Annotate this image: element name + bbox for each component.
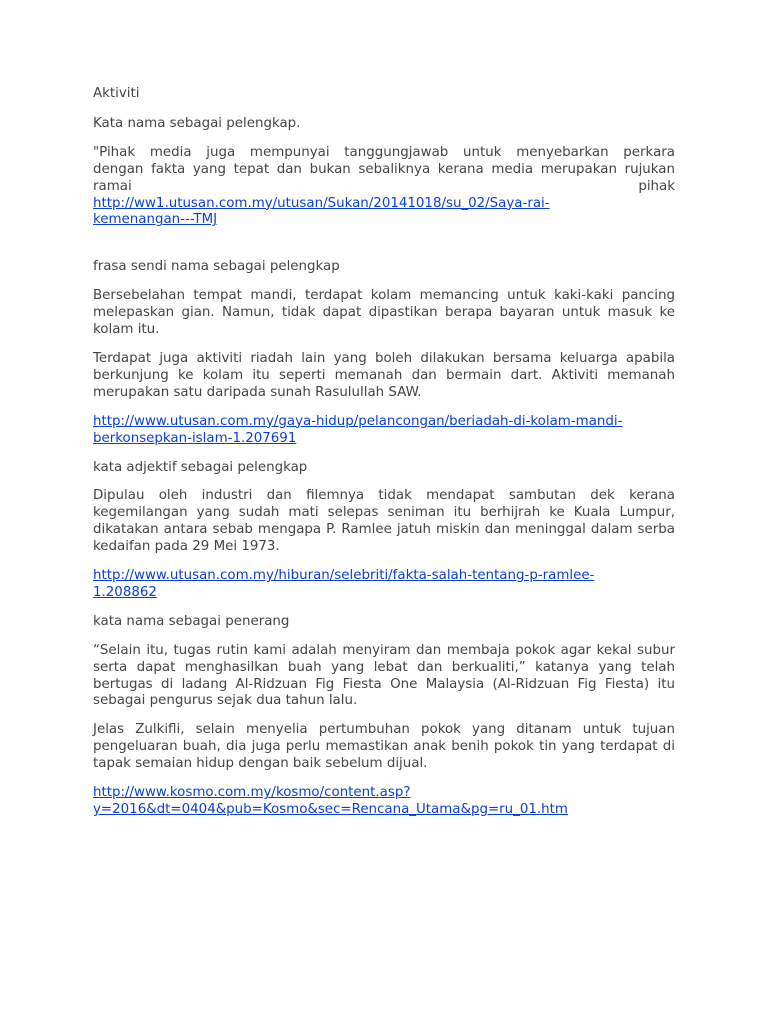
link-line[interactable]: http://www.kosmo.com.my/kosmo/content.asp? xyxy=(93,785,411,801)
paragraph-p-ramlee: Dipulau oleh industri dan filemnya tidak mendapat sambutan dek kerana kegemilangan yang sudah mati selepas seniman itu berhijrah ke Kuala Lumpur, dikatakan antara sebab mengapa P. Ramlee jatuh miskin dan meninggal dalam serba kedaifan pada 29 Mei 1973. xyxy=(93,488,675,555)
section-title-frasa-sendi-nama: frasa sendi nama sebagai pelengkap xyxy=(93,259,340,275)
heading-aktiviti: Aktiviti xyxy=(93,86,140,101)
section-title-kata-nama-penerang: kata nama sebagai penerang xyxy=(93,613,290,629)
quote-paragraph xyxy=(93,145,675,196)
section-title-kata-adjektif: kata adjektif sebagai pelengkap xyxy=(93,459,308,475)
link-utusan-hiburan[interactable] xyxy=(93,568,675,602)
link-line[interactable]: y=2016&dt=0404&pub=Kosmo&sec=Rencana_Utama&pg=ru_01.htm xyxy=(93,802,568,817)
link-utusan-sukan[interactable] xyxy=(93,196,675,230)
link-line[interactable]: http://ww1.utusan.com.my/utusan/Sukan/20141018/su_02/Saya-rai- xyxy=(93,195,550,211)
paragraph-jelas-zulkifli: Jelas Zulkifli, selain menyelia pertumbuhan pokok yang ditanam untuk tujuan pengeluaran buah, dia juga perlu memastikan anak benih pokok tin yang terdapat di tapak semaian hidup dengan baik sebelum dijual. xyxy=(93,722,675,772)
paragraph-tugas-rutin: “Selain itu, tugas rutin kami adalah menyiram dan membaja pokok agar kekal subur serta dapat menghasilkan buah yang lebat dan berkualiti,” katanya yang telah bertugas di ladang Al-Ridzuan Fig Fiesta One Malaysia (Al-Ridzuan Fig Fiesta) itu sebagai pengurus sejak dua tahun lalu. xyxy=(93,642,675,709)
paragraph-aktiviti-riadah: Terdapat juga aktiviti riadah lain yang boleh dilakukan bersama keluarga apabila berkunjung ke kolam itu seperti memanah dan bermain dart. Aktiviti memanah merupakan satu daripada sunah Rasulullah SAW. xyxy=(93,350,675,400)
link-line[interactable]: kemenangan---TMJ xyxy=(93,212,218,228)
link-utusan-gaya-hidup[interactable] xyxy=(93,414,675,448)
link-kosmo[interactable] xyxy=(93,785,675,819)
document-page xyxy=(93,86,675,819)
link-line[interactable]: http://www.utusan.com.my/gaya-hidup/pelancongan/beriadah-di-kolam-mandi- xyxy=(93,413,623,429)
quote-line: dengan fakta yang tepat dan bukan sebaliknya kerana media merupakan rujukan xyxy=(93,161,675,177)
paragraph-kolam-memancing: Bersebelahan tempat mandi, terdapat kolam memancing untuk kaki-kaki pancing melepaskan gian. Namun, tidak dapat dipastikan berapa bayaran untuk masuk ke kolam itu. xyxy=(93,288,675,338)
quote-line: "Pihak media juga mempunyai tanggungjawab untuk menyebarkan perkara xyxy=(93,144,675,160)
quote-line: ramai pihak xyxy=(93,178,675,194)
link-line[interactable]: 1.208862 xyxy=(93,584,157,600)
link-line[interactable]: http://www.utusan.com.my/hiburan/selebriti/fakta-salah-tentang-p-ramlee- xyxy=(93,568,595,584)
link-line[interactable]: berkonsepkan-islam-1.207691 xyxy=(93,430,297,446)
section-title-kata-nama-pelengkap: Kata nama sebagai pelengkap. xyxy=(93,115,301,131)
